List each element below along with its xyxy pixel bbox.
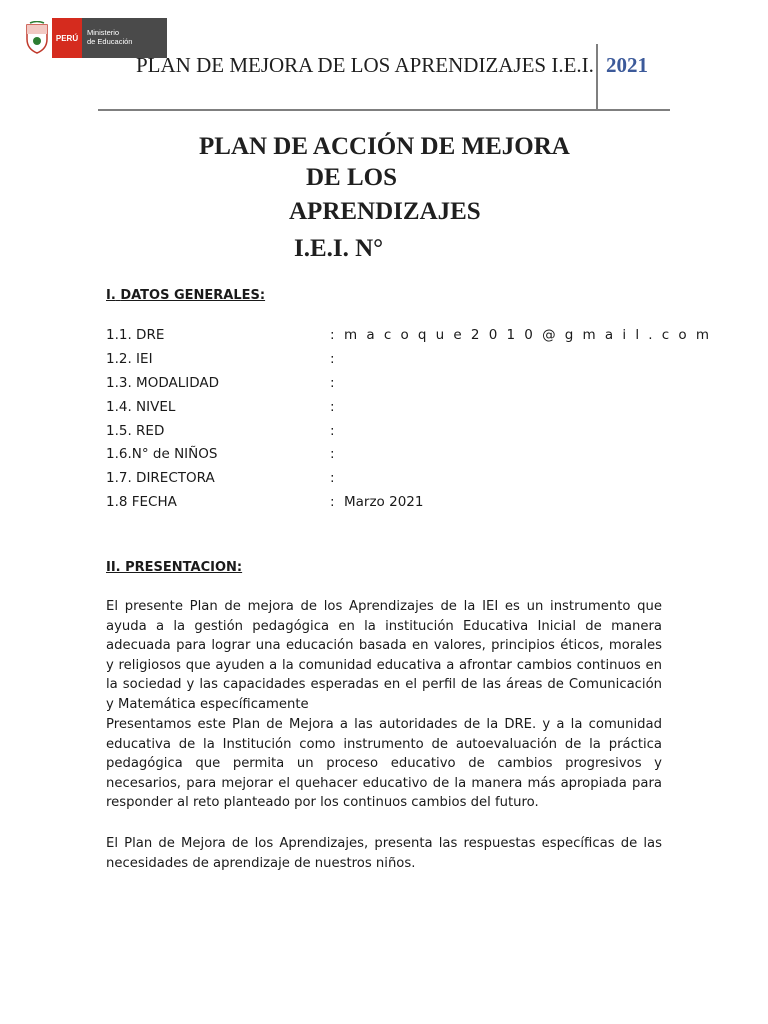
header-divider-vertical: [596, 44, 598, 110]
data-row-directora: [106, 470, 686, 490]
data-row-iei: [106, 351, 686, 371]
data-row-dre: [106, 327, 719, 347]
peru-coat-of-arms-icon: [22, 18, 52, 58]
section-heading-datos-generales: [106, 288, 265, 303]
row-colon: :: [330, 470, 335, 486]
main-title-line1: PLAN DE ACCIÓN DE MEJORA: [199, 133, 570, 160]
section-number: I.: [106, 288, 116, 303]
header-divider-horizontal: [98, 109, 670, 111]
data-row-ninos: [106, 446, 686, 466]
presentation-paragraph-3: El Plan de Mejora de los Aprendizajes, presenta las respuestas específicas de las necesidades de aprendizaje de nuestros niños.: [106, 836, 662, 871]
row-colon: :: [330, 399, 335, 415]
row-colon: :: [330, 351, 335, 367]
ministry-line1: Ministerio: [87, 28, 120, 37]
data-row-nivel: [106, 399, 686, 419]
row-label: 1.6.N° de NIÑOS: [106, 446, 218, 462]
presentation-paragraph-2: Presentamos este Plan de Mejora a las autoridades de la DRE. y a la comunidad educativa de la Institución como instrumento de autoevaluación de la práctica pedagógica que permita un proceso educativo de cambios progresivos y necesarios, para mejorar el quehacer educativo de la manera más apropiada para responder al reto planteado por los continuos cambios del futuro.: [106, 717, 662, 811]
main-title-line3: APRENDIZAJES: [289, 198, 481, 225]
row-label: 1.4. NIVEL: [106, 399, 176, 415]
main-title-line4: I.E.I. N°: [294, 235, 384, 262]
row-colon: :: [330, 423, 335, 439]
row-value: macoque2010@gmail.com: [344, 327, 719, 343]
row-colon: :: [330, 446, 335, 462]
row-value: Marzo 2021: [344, 494, 424, 510]
data-row-red: [106, 423, 686, 443]
row-colon: :: [330, 327, 335, 343]
row-label: 1.2. IEI: [106, 351, 153, 367]
row-colon: :: [330, 494, 335, 510]
section-heading-presentacion: II. PRESENTACION:: [106, 560, 243, 575]
header-title: PLAN DE MEJORA DE LOS APRENDIZAJES I.E.I.: [136, 53, 594, 77]
row-label: 1.1. DRE: [106, 327, 165, 343]
row-label: 1.8 FECHA: [106, 494, 177, 510]
data-row-fecha: [106, 494, 686, 514]
row-label: 1.5. RED: [106, 423, 165, 439]
row-label: 1.3. MODALIDAD: [106, 375, 220, 391]
main-title-line2: DE LOS: [306, 164, 398, 191]
ministry-line2: de Educación: [87, 37, 133, 46]
row-colon: :: [330, 375, 335, 391]
ministry-label: [82, 18, 167, 58]
presentation-paragraph-1: El presente Plan de mejora de los Aprendizajes de la IEI es un instrumento que ayuda a la gestión pedagógica en la institución Educativa Inicial de manera adecuada para lograr una educación basada en valores, principios éticos, morales y religiosos que ayuden a la comunidad educativa a afrontar cambios continuos en la sociedad y las capacidades esperadas en el perfil de las áreas de Comunicación y Matemática específicamente: [106, 599, 662, 712]
header-year: 2021: [606, 53, 648, 77]
minedu-logo: [22, 18, 167, 58]
data-row-modalidad: [106, 375, 686, 395]
peru-label: PERÚ: [52, 18, 82, 58]
section-title: DATOS GENERALES:: [120, 288, 266, 303]
row-label: 1.7. DIRECTORA: [106, 470, 215, 486]
